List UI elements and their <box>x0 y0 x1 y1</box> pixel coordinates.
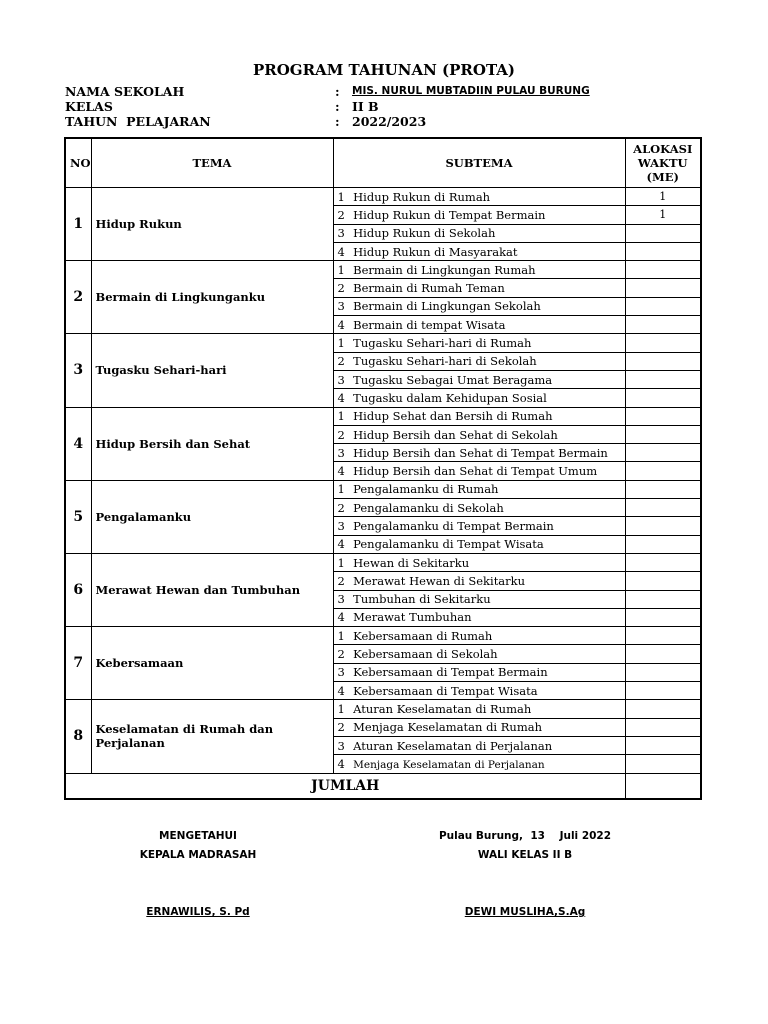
subtheme-number: 1 <box>337 701 345 716</box>
subtheme-cell <box>333 279 625 297</box>
year-label: TAHUN PELAJARAN <box>65 114 211 129</box>
allocation-cell <box>625 316 701 334</box>
right-signature-block <box>420 830 630 918</box>
subtheme-cell <box>333 462 625 480</box>
left-signature-block <box>118 830 278 918</box>
subtheme-number: 3 <box>337 299 345 314</box>
left-sign-name: ERNAWILIS, S. Pd <box>146 906 250 918</box>
table-row <box>65 334 701 352</box>
allocation-cell <box>625 370 701 388</box>
subtheme-title: Hidup Rukun di Rumah <box>353 189 491 204</box>
subtheme-title: Bermain di Lingkungan Rumah <box>353 262 536 277</box>
subtheme-cell <box>333 425 625 443</box>
subtheme-cell <box>333 297 625 315</box>
subtheme-number: 4 <box>337 756 345 771</box>
subtheme-title: Pengalamanku di Tempat Wisata <box>353 537 544 552</box>
subtheme-cell <box>333 316 625 334</box>
subtheme-number: 4 <box>337 317 345 332</box>
allocation-cell <box>625 425 701 443</box>
subtheme-cell <box>333 334 625 352</box>
subtheme-cell <box>333 389 625 407</box>
subtheme-cell <box>333 718 625 736</box>
subtheme-title: Hidup Rukun di Masyarakat <box>353 244 518 259</box>
subtheme-number: 3 <box>337 518 345 533</box>
subtheme-number: 1 <box>337 336 345 351</box>
allocation-cell <box>625 663 701 681</box>
subtheme-title: Hewan di Sekitarku <box>353 555 470 570</box>
subtheme-title: Merawat Tumbuhan <box>353 610 472 625</box>
allocation-cell <box>625 261 701 279</box>
theme-name: Kebersamaan <box>91 627 333 700</box>
subtheme-number: 1 <box>337 262 345 277</box>
allocation-cell <box>625 224 701 242</box>
theme-number: 4 <box>65 407 91 480</box>
colon: : <box>335 114 340 129</box>
table-body <box>65 188 701 774</box>
subtheme-cell <box>333 188 625 206</box>
allocation-cell <box>625 535 701 553</box>
total-value <box>625 773 701 799</box>
subtheme-title: Tugasku Sebagai Umat Beragama <box>353 372 553 387</box>
subtheme-cell <box>333 553 625 571</box>
subtheme-cell <box>333 700 625 718</box>
subtheme-cell <box>333 645 625 663</box>
subtheme-cell <box>333 242 625 260</box>
subtheme-cell <box>333 608 625 626</box>
theme-name: Pengalamanku <box>91 480 333 553</box>
allocation-cell <box>625 736 701 754</box>
colon: : <box>335 99 340 114</box>
subtheme-number: 3 <box>337 592 345 607</box>
subtheme-number: 2 <box>337 573 345 588</box>
prota-table <box>64 137 702 800</box>
allocation-cell <box>625 755 701 773</box>
subtheme-title: Hidup Sehat dan Bersih di Rumah <box>353 409 553 424</box>
header-alokasi: ALOKASI WAKTU (ME) <box>625 138 701 188</box>
subtheme-title: Hidup Bersih dan Sehat di Tempat Umum <box>353 464 598 479</box>
subtheme-title: Pengalamanku di Tempat Bermain <box>353 518 554 533</box>
subtheme-title: Tugasku Sehari-hari di Sekolah <box>353 354 537 369</box>
allocation-cell <box>625 590 701 608</box>
theme-number: 7 <box>65 627 91 700</box>
subtheme-title: Menjaga Keselamatan di Rumah <box>353 720 542 735</box>
header-subtema: SUBTEMA <box>333 138 625 188</box>
allocation-cell <box>625 627 701 645</box>
subtheme-title: Kebersamaan di Rumah <box>353 628 493 643</box>
theme-name: Hidup Bersih dan Sehat <box>91 407 333 480</box>
subtheme-number: 4 <box>337 683 345 698</box>
theme-number: 3 <box>65 334 91 407</box>
subtheme-cell <box>333 407 625 425</box>
subtheme-number: 3 <box>337 226 345 241</box>
subtheme-number: 2 <box>337 500 345 515</box>
subtheme-title: Tugasku Sehari-hari di Rumah <box>353 336 532 351</box>
allocation-cell <box>625 480 701 498</box>
subtheme-number: 2 <box>337 720 345 735</box>
subtheme-number: 4 <box>337 464 345 479</box>
allocation-cell <box>625 242 701 260</box>
theme-name: Hidup Rukun <box>91 188 333 261</box>
colon: : <box>335 84 340 99</box>
theme-number: 5 <box>65 480 91 553</box>
subtheme-cell <box>333 736 625 754</box>
subtheme-title: Hidup Rukun di Tempat Bermain <box>353 207 546 222</box>
left-sign-line2: KEPALA MADRASAH <box>139 849 257 861</box>
allocation-cell <box>625 553 701 571</box>
table-row <box>65 627 701 645</box>
subtheme-title: Merawat Hewan di Sekitarku <box>353 573 526 588</box>
subtheme-cell <box>333 224 625 242</box>
subtheme-cell <box>333 590 625 608</box>
subtheme-title: Aturan Keselamatan di Rumah <box>353 701 532 716</box>
allocation-cell <box>625 407 701 425</box>
school-label: NAMA SEKOLAH <box>65 84 185 99</box>
subtheme-title: Bermain di Rumah Teman <box>353 281 505 296</box>
subtheme-cell <box>333 517 625 535</box>
subtheme-cell <box>333 535 625 553</box>
subtheme-number: 1 <box>337 409 345 424</box>
subtheme-number: 1 <box>337 628 345 643</box>
subtheme-cell <box>333 370 625 388</box>
class-value: II B <box>352 99 379 114</box>
allocation-cell <box>625 572 701 590</box>
theme-name: Tugasku Sehari-hari <box>91 334 333 407</box>
subtheme-number: 1 <box>337 189 345 204</box>
subtheme-title: Tumbuhan di Sekitarku <box>353 592 491 607</box>
allocation-cell <box>625 334 701 352</box>
allocation-cell <box>625 389 701 407</box>
table-header-row <box>65 138 701 188</box>
subtheme-cell <box>333 480 625 498</box>
theme-number: 2 <box>65 261 91 334</box>
subtheme-number: 2 <box>337 427 345 442</box>
subtheme-number: 2 <box>337 354 345 369</box>
subtheme-title: Tugasku dalam Kehidupan Sosial <box>353 390 547 405</box>
theme-number: 1 <box>65 188 91 261</box>
subtheme-title: Bermain di Lingkungan Sekolah <box>353 299 541 314</box>
subtheme-number: 3 <box>337 445 345 460</box>
allocation-cell <box>625 645 701 663</box>
allocation-cell <box>625 700 701 718</box>
subtheme-title: Hidup Rukun di Sekolah <box>353 226 496 241</box>
header-tema: TEMA <box>91 138 333 188</box>
allocation-cell <box>625 517 701 535</box>
theme-number: 6 <box>65 553 91 626</box>
total-row <box>65 773 701 799</box>
subtheme-cell <box>333 572 625 590</box>
subtheme-title: Hidup Bersih dan Sehat di Sekolah <box>353 427 558 442</box>
subtheme-number: 3 <box>337 665 345 680</box>
subtheme-title: Hidup Bersih dan Sehat di Tempat Bermain <box>353 445 608 460</box>
table-row <box>65 261 701 279</box>
theme-name: Merawat Hewan dan Tumbuhan <box>91 553 333 626</box>
theme-number: 8 <box>65 700 91 773</box>
table-row <box>65 188 701 206</box>
allocation-cell <box>625 297 701 315</box>
allocation-cell <box>625 718 701 736</box>
table-row <box>65 553 701 571</box>
allocation-cell: 1 <box>625 206 701 224</box>
subtheme-cell <box>333 206 625 224</box>
right-sign-name: DEWI MUSLIHA,S.Ag <box>464 906 586 918</box>
header-no: NO <box>65 138 91 188</box>
subtheme-number: 4 <box>337 610 345 625</box>
subtheme-number: 3 <box>337 738 345 753</box>
subtheme-number: 2 <box>337 207 345 222</box>
allocation-cell <box>625 682 701 700</box>
allocation-cell <box>625 352 701 370</box>
subtheme-title: Kebersamaan di Tempat Bermain <box>353 665 548 680</box>
subtheme-title: Kebersamaan di Tempat Wisata <box>353 683 538 698</box>
subtheme-number: 4 <box>337 390 345 405</box>
theme-name: Bermain di Lingkunganku <box>91 261 333 334</box>
subtheme-title: Bermain di tempat Wisata <box>353 317 506 332</box>
document-title: PROGRAM TAHUNAN (PROTA) <box>252 61 516 79</box>
table-row <box>65 700 701 718</box>
subtheme-number: 3 <box>337 372 345 387</box>
subtheme-title: Pengalamanku di Sekolah <box>353 500 504 515</box>
subtheme-title: Menjaga Keselamatan di Perjalanan <box>353 758 545 771</box>
subtheme-number: 1 <box>337 555 345 570</box>
table-row <box>65 480 701 498</box>
table-row <box>65 407 701 425</box>
allocation-cell <box>625 279 701 297</box>
subtheme-number: 4 <box>337 244 345 259</box>
subtheme-title: Kebersamaan di Sekolah <box>353 647 498 662</box>
subtheme-cell <box>333 444 625 462</box>
subtheme-cell <box>333 663 625 681</box>
subtheme-cell <box>333 627 625 645</box>
year-value: 2022/2023 <box>352 114 427 129</box>
subtheme-cell <box>333 499 625 517</box>
allocation-cell <box>625 462 701 480</box>
theme-name: Keselamatan di Rumah dan Perjalanan <box>91 700 333 773</box>
subtheme-number: 1 <box>337 482 345 497</box>
subtheme-cell <box>333 755 625 773</box>
class-label: KELAS <box>65 99 113 114</box>
subtheme-number: 2 <box>337 647 345 662</box>
right-sign-line2: WALI KELAS II B <box>477 849 573 861</box>
subtheme-number: 4 <box>337 537 345 552</box>
school-value: MIS. NURUL MUBTADIIN PULAU BURUNG <box>352 85 590 97</box>
total-label: JUMLAH <box>65 773 625 799</box>
subtheme-title: Aturan Keselamatan di Perjalanan <box>353 738 553 753</box>
subtheme-cell <box>333 682 625 700</box>
subtheme-cell <box>333 261 625 279</box>
allocation-cell: 1 <box>625 188 701 206</box>
subtheme-number: 2 <box>337 281 345 296</box>
subtheme-title: Pengalamanku di Rumah <box>353 482 499 497</box>
allocation-cell <box>625 499 701 517</box>
allocation-cell <box>625 608 701 626</box>
right-sign-line1: Pulau Burung, 13 Juli 2022 <box>438 830 612 842</box>
left-sign-line1: MENGETAHUI <box>159 830 237 842</box>
allocation-cell <box>625 444 701 462</box>
subtheme-cell <box>333 352 625 370</box>
